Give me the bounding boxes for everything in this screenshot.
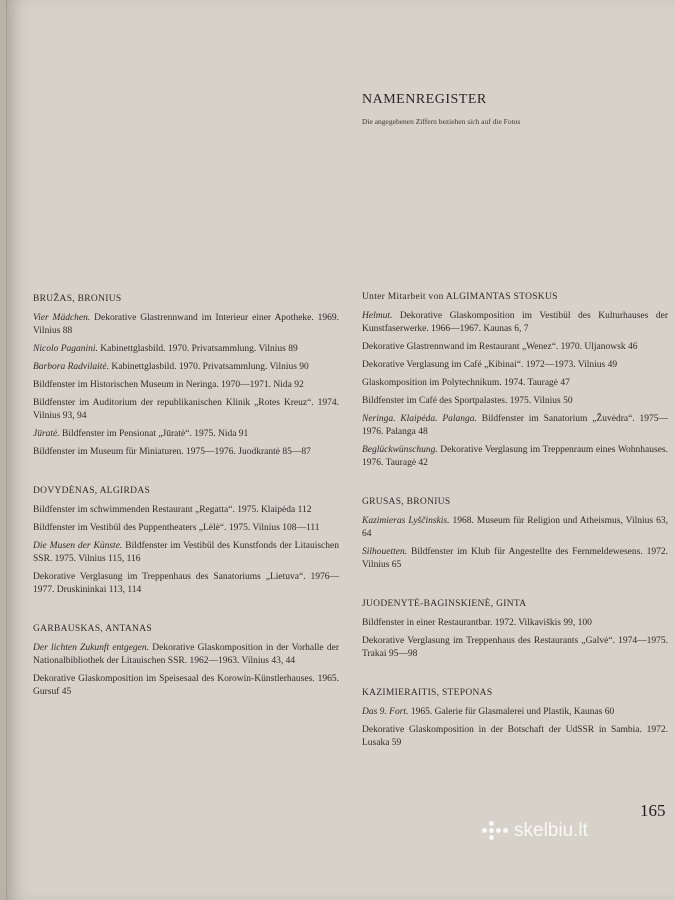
entry-title: Das 9. Fort. [362, 707, 409, 717]
artist-name: DOVYDĖNAS, ALGIRDAS [33, 486, 151, 496]
entry-text: Bildfenster in einer Restaurantbar. 1972. Vilkaviškis 99, 100 [362, 618, 592, 628]
artist-name: GARBAUSKAS, ANTANAS [33, 624, 152, 634]
entry-title: Nicolo Paganini. [33, 344, 98, 354]
artist-section [362, 687, 668, 750]
entry-text: Dekorative Verglasung im Treppenhaus des Restaurants „Galvė“. 1974—1975. Trakai 95—98 [362, 636, 668, 659]
index-entry [362, 635, 668, 661]
entry-text: Dekorative Glastrennwand im Interieur einer Apotheke. 1969. Vilnius 88 [33, 313, 340, 336]
index-entry [362, 617, 668, 630]
index-entry [362, 546, 668, 572]
index-entry [33, 504, 339, 517]
index-entry [33, 343, 339, 356]
artist-section [33, 485, 339, 597]
index-entry [33, 397, 339, 423]
watermark-text: skelbiu.lt [514, 820, 588, 841]
entry-text: Bildfenster im Pensionat „Jūratė“. 1975. Nida 91 [59, 429, 249, 439]
artist-name: JUODENYTĖ-BAGINSKIENĖ, GINTA [362, 599, 527, 609]
artist-section [362, 598, 668, 661]
entry-title: Neringa. Klaipėda. Palanga. [362, 414, 477, 424]
index-entry [362, 310, 668, 336]
artist-name: Unter Mitarbeit von ALGIMANTAS STOSKUS [362, 292, 558, 302]
index-entry [33, 540, 339, 566]
index-entry [33, 428, 339, 441]
entry-text: Kabinettglasbild. 1970. Privatsammlung. Vilnius 90 [109, 362, 309, 372]
page-number: 165 [640, 801, 666, 820]
index-entry [33, 361, 339, 374]
artist-section [33, 293, 339, 459]
entry-text: Bildfenster im Sanatorium „Žuvėdra“. 1975—1976. Palanga 48 [362, 414, 668, 437]
index-entry [33, 522, 339, 535]
entry-title: Barbora Radvilaitė. [33, 362, 109, 372]
index-entry [362, 515, 668, 541]
artist-name: KAZIMIERAITIS, STEPONAS [362, 688, 493, 698]
index-entry [362, 341, 668, 354]
entry-text: Bildfenster im Auditorium der republikanischen Klinik „Rotes Kreuz“. 1974. Vilnius 93, 94 [33, 398, 339, 421]
index-entry [33, 673, 339, 699]
entry-text: Bildfenster im schwimmenden Restaurant „Regatta“. 1975. Klaipėda 112 [33, 505, 312, 515]
entry-text: Bildfenster im Klub für Angestellte des Fernmeldewesens. 1972. Vilnius 65 [362, 547, 668, 570]
entry-title: Silhouetten. [362, 547, 408, 557]
entry-title: Die Musen der Künste. [33, 541, 123, 551]
entry-text: Bildfenster im Historischen Museum in Neringa. 1970—1971. Nida 92 [33, 380, 304, 390]
index-entry [33, 571, 339, 597]
artist-section [362, 496, 668, 572]
entry-text: Bildfenster im Café des Sportpalastes. 1975. Vilnius 50 [362, 396, 573, 406]
index-entry [362, 444, 668, 470]
entry-text: 1965. Galerie für Glasmalerei und Plastik, Kaunas 60 [408, 707, 615, 717]
entry-title: Jūratė. [33, 429, 60, 439]
book-page [6, 0, 675, 900]
entry-title: Kazimieras Lyščinskis. [362, 516, 450, 526]
index-entry [362, 395, 668, 408]
index-entry [362, 724, 668, 750]
entry-text: Dekorative Glaskomposition in der Vorhalle der Nationalbibliothek der Litauischen SSR. 1962—1963. Vilnius 43, 44 [33, 643, 339, 666]
index-entry [33, 446, 339, 459]
entry-text: Dekorative Glaskomposition im Speisesaal des Korowin-Künstlerhauses. 1965. Gursuf 45 [33, 674, 339, 697]
watermark-dots-icon [482, 821, 508, 841]
entry-text: Dekorative Verglasung im Treppenhaus des Sanatoriums „Lietuva“. 1976—1977. Druskininkai 113, 114 [33, 572, 339, 595]
entry-text: Dekorative Glaskomposition im Vestibül des Kulturhauses der Kunstfaserwerke. 1966—1967. Kaunas 6, 7 [362, 311, 668, 334]
entry-text: Dekorative Verglasung im Café „Kibinai“. 1972—1973. Vilnius 49 [362, 360, 618, 370]
page-title: NAMENREGISTER [362, 92, 487, 107]
entry-text: Glaskomposition im Polytechnikum. 1974. Tauragė 47 [362, 378, 570, 388]
artist-name: BRUŽAS, BRONIUS [33, 294, 122, 304]
entry-text: Bildfenster im Vestibül des Kunstfonds der Litauischen SSR. 1975. Vilnius 115, 116 [33, 541, 339, 564]
index-entry [33, 379, 339, 392]
index-entry [362, 413, 668, 439]
index-entry [33, 312, 339, 338]
page-subtitle: Die angegebenen Ziffern beziehen sich auf die Fotos [362, 117, 521, 126]
entry-text: Dekorative Verglasung im Treppenraum eines Wohnhauses. 1976. Tauragė 42 [362, 445, 668, 468]
entry-title: Beglückwünschung. [362, 445, 438, 455]
entry-text: Dekorative Glastrennwand im Restaurant „Wenez“. 1970. Uljanowsk 46 [362, 342, 638, 352]
right-column [362, 291, 668, 776]
entry-text: 1968. Museum für Religion und Atheismus, Vilnius 63, 64 [362, 516, 668, 539]
entry-text: Bildfenster im Vestibül des Puppentheaters „Lėlė“. 1975. Vilnius 108—111 [33, 523, 320, 533]
index-entry [362, 359, 668, 372]
artist-section [33, 623, 339, 699]
artist-section [362, 291, 668, 470]
entry-title: Helmut. [362, 311, 393, 321]
index-entry [33, 642, 339, 668]
artist-name: GRUSAS, BRONIUS [362, 497, 451, 507]
entry-text: Bildfenster im Museum für Miniaturen. 1975—1976. Juodkrantė 85—87 [33, 447, 311, 457]
watermark [482, 820, 588, 842]
left-column [33, 293, 339, 725]
entry-title: Der lichten Zukunft entgegen. [33, 643, 150, 653]
entry-text: Kabinettglasbild. 1970. Privatsammlung. Vilnius 89 [97, 344, 298, 354]
entry-text: Dekorative Glaskomposition in der Botschaft der UdSSR in Sambia. 1972. Lusaka 59 [362, 725, 668, 748]
entry-title: Vier Mädchen. [33, 313, 91, 323]
index-entry [362, 706, 668, 719]
index-entry [362, 377, 668, 390]
